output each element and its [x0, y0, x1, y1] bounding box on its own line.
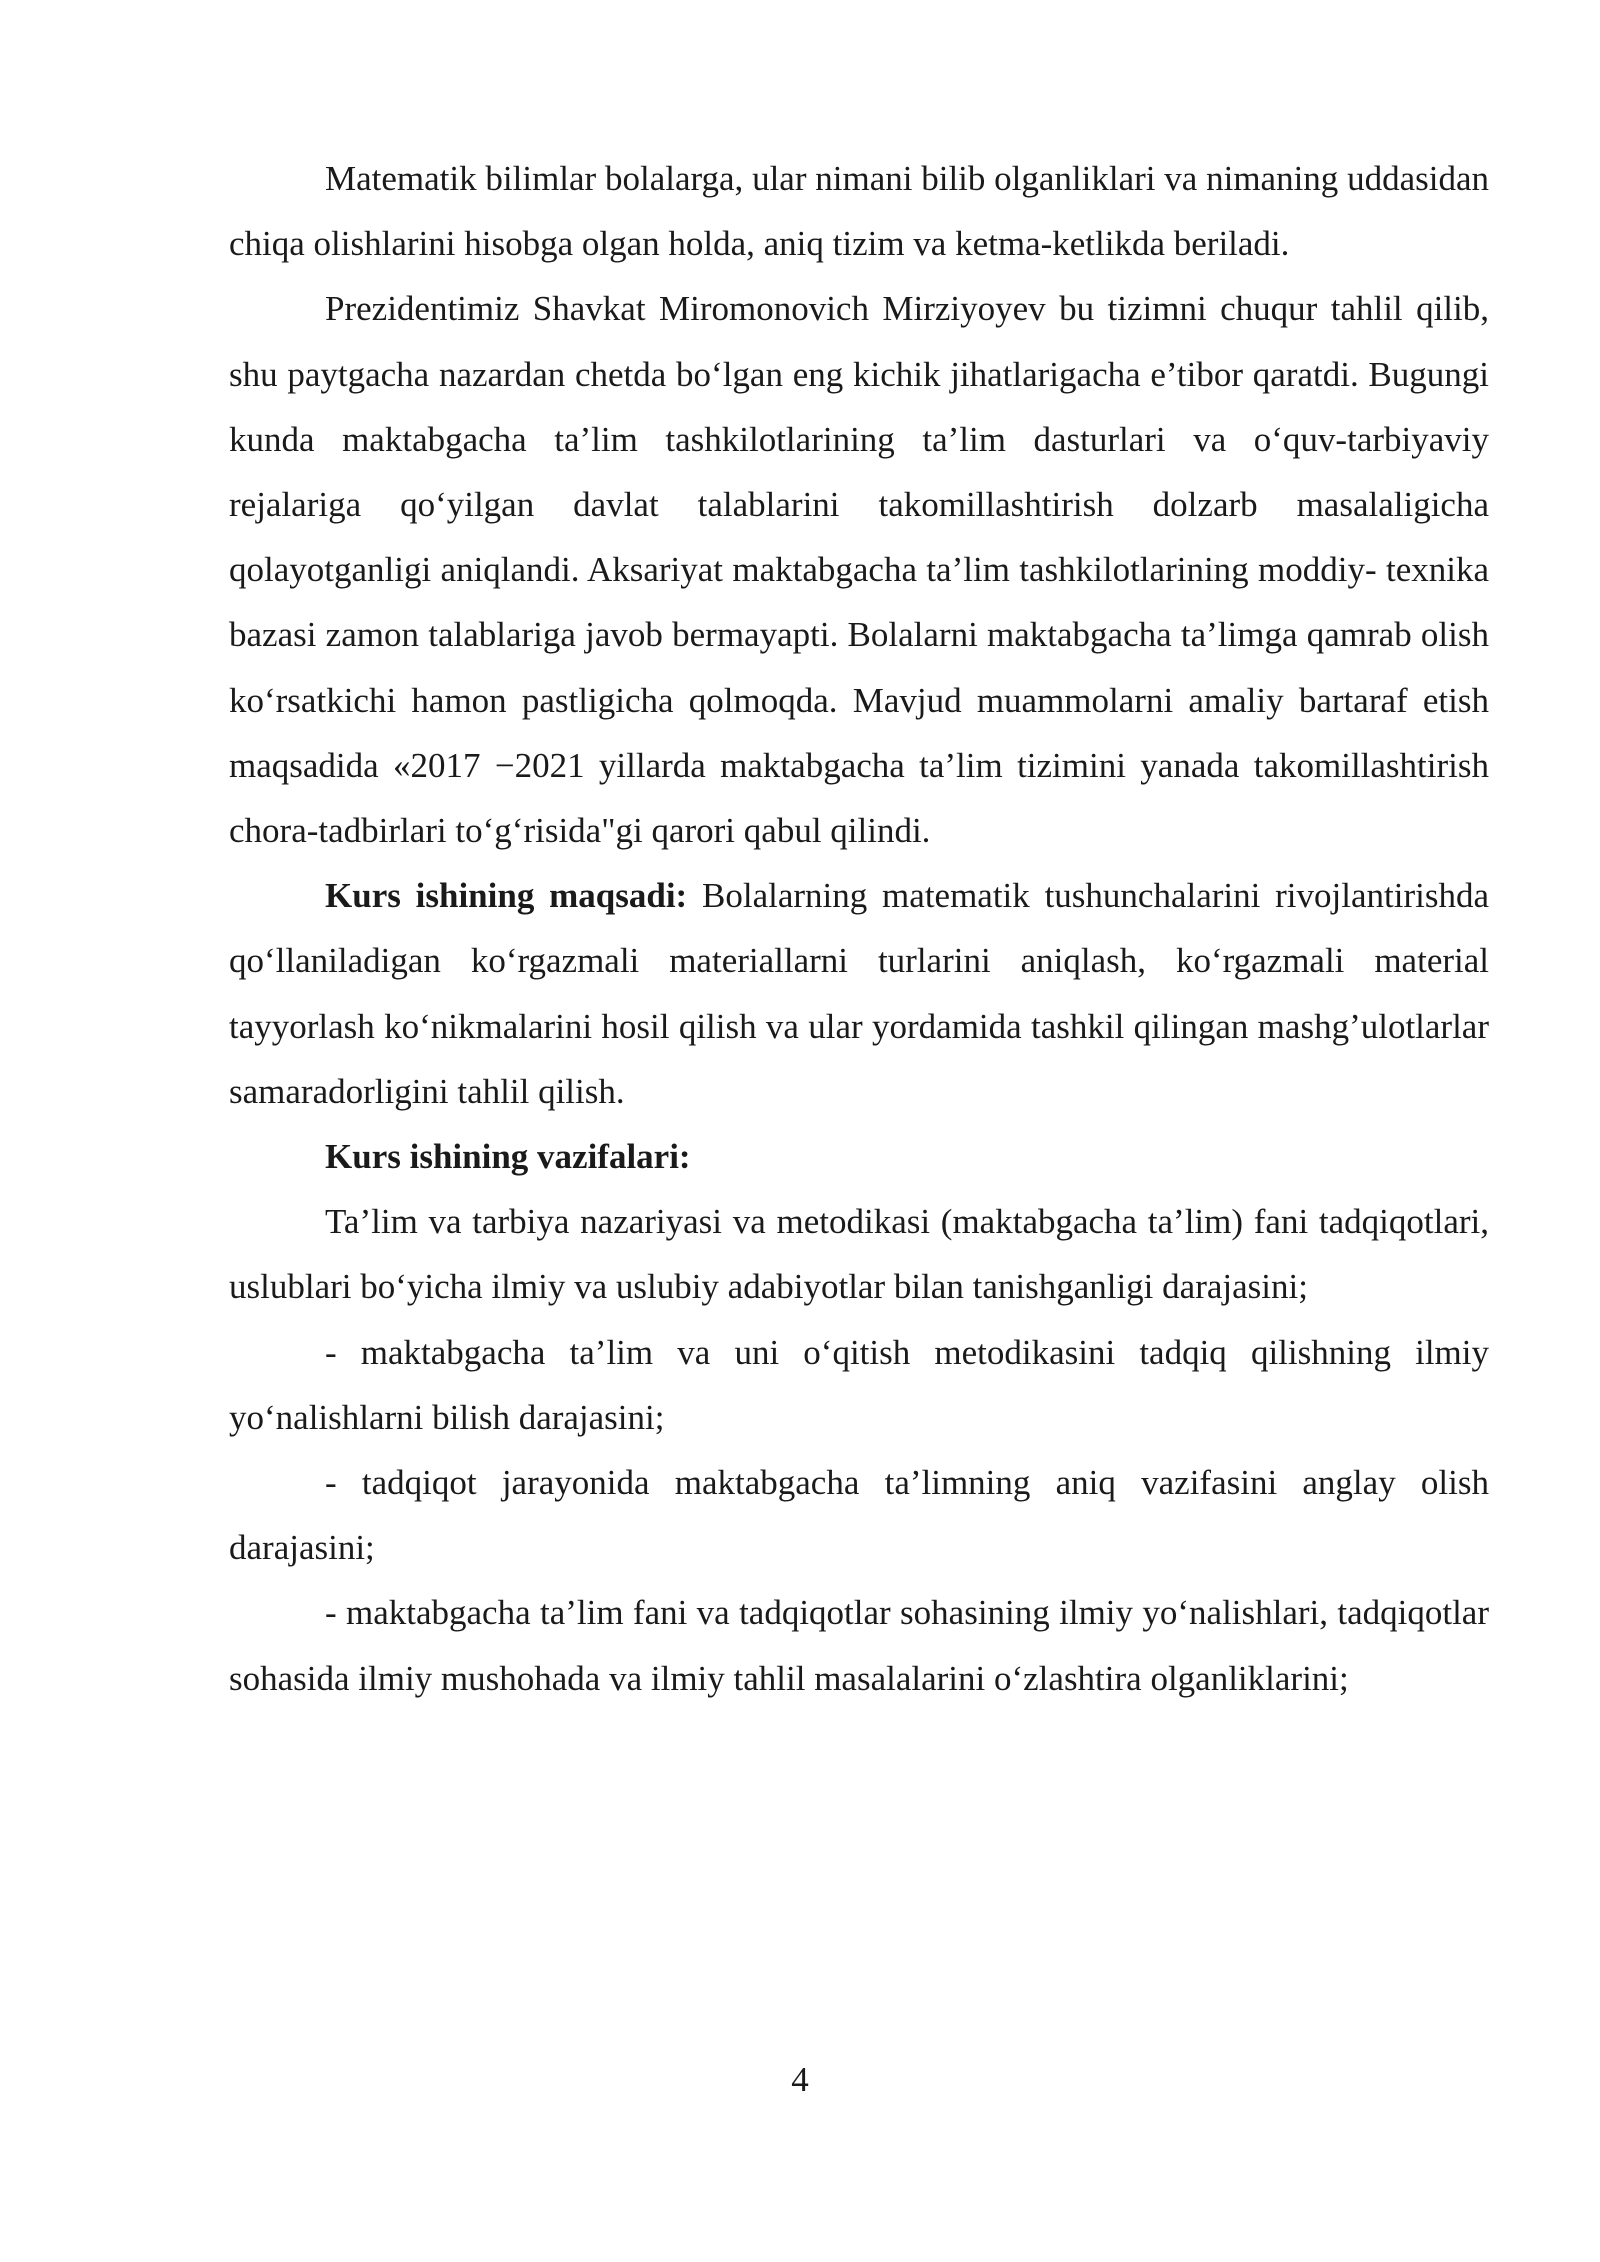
paragraph-president-analysis: Prezidentimiz Shavkat Miromonovich Mirziyoyev bu tizimni chuqur tahlil qilib, shu paytgacha nazardan chetda bo‘lgan eng kichik jihatlarigacha e’tibor qaratdi. Bugungi kunda maktabgacha ta’lim tashkilotlarining ta’lim dasturlari va o‘quv-tarbiyaviy rejalariga qo‘yilgan davlat talablarini takomillashtirish dolzarb masalaligicha qolayotganligi aniqlandi. Aksariyat maktabgacha ta’lim tashkilotlarining moddiy- texnika bazasi zamon talablariga javob bermayapti. Bolalarni maktabgacha ta’limga qamrab olish ko‘rsatkichi hamon pastligicha qolmoqda. Mavjud muammolarni amaliy bartaraf etish maqsadida «2017 −2021 yillarda maktabgacha ta’lim tizimini yanada takomillashtirish chora-tadbirlari to‘g‘risida"gi qarori qabul qilindi. [229, 289, 1489, 851]
paragraph-task-research-directions: - maktabgacha ta’lim va uni o‘qitish metodikasini tadqiq qilishning ilmiy yo‘nalishlarni bilish darajasini; [229, 1332, 1489, 1437]
paragraph-task-literature: Ta’lim va tarbiya nazariyasi va metodikasi (maktabgacha ta’lim) fani tadqiqotlari, uslublari bo‘yicha ilmiy va uslubiy adabiyotlar bilan tanishganligi darajasini; [229, 1202, 1489, 1307]
page-number: 4 [791, 2060, 809, 2099]
course-tasks-heading: Kurs ishining vazifalari: [325, 1137, 691, 1177]
paragraph-course-goal [229, 863, 1489, 1124]
paragraph-task-understanding: - tadqiqot jarayonida maktabgacha ta’limning aniq vazifasini anglay olish darajasini; [229, 1463, 1489, 1568]
course-goal-text: Bolalarning matematik tushunchalarini rivojlantirishda qo‘llaniladigan ko‘rgazmali materiallarni turlarini aniqlash, ko‘rgazmali material tayyorlash ko‘nikmalarini hosil qilish va ular yordamida tashkil qilingan mashg’ulotlarlar samaradorligini tahlil qilish. [229, 876, 1489, 1111]
course-goal-label: Kurs ishining maqsadi: [325, 876, 688, 916]
document-body [229, 146, 1489, 1711]
paragraph-mathematical-knowledge: Matematik bilimlar bolalarga, ular nimani bilib olganliklari va nimaning uddasidan chiqa olishlarini hisobga olgan holda, aniq tizim va ketma-ketlikda beriladi. [229, 159, 1489, 264]
paragraph-task-scientific-analysis: - maktabgacha ta’lim fani va tadqiqotlar sohasining ilmiy yo‘nalishlari, tadqiqotlar sohasida ilmiy mushohada va ilmiy tahlil masalalarini o‘zlashtira olganliklarini; [229, 1593, 1489, 1698]
